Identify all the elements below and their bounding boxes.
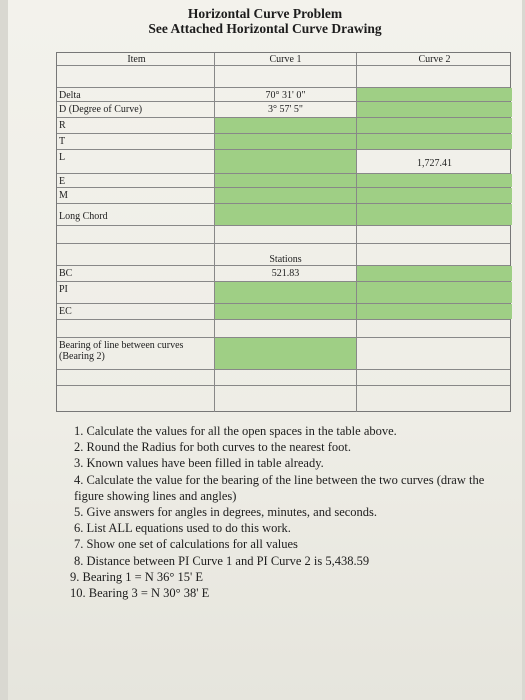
- row-curve2-value: [356, 304, 512, 319]
- instruction-item: 9. Bearing 1 = N 36° 15' E: [70, 569, 204, 584]
- row-curve1-value: [214, 320, 356, 337]
- row-curve2-value: [356, 188, 512, 203]
- table-row: [57, 303, 510, 319]
- row-curve1-value: [214, 188, 356, 203]
- row-curve1-value: 70° 31' 0": [214, 88, 356, 101]
- row-label: D (Degree of Curve): [59, 104, 143, 115]
- instruction-item: 2. Round the Radius for both curves to the nearest foot.: [74, 440, 352, 455]
- row-label: L: [59, 152, 66, 163]
- header-item: Item: [127, 54, 146, 65]
- table-blank-row: [57, 225, 510, 243]
- row-label: EC: [59, 306, 72, 317]
- stations-label: Stations: [214, 244, 356, 265]
- table-spacer-row: [57, 65, 510, 87]
- instruction-item: 7. Show one set of calculations for all values: [74, 537, 298, 552]
- row-curve1-value: 3° 57' 5": [214, 102, 356, 117]
- instruction-item: 4. Calculate the value for the bearing of the line between the two curves (draw the figure showing lines and angles): [74, 472, 485, 503]
- row-curve1-value: [214, 174, 356, 187]
- row-curve2-value: [356, 320, 512, 337]
- header-curve2: Curve 2: [356, 53, 512, 65]
- table-row: [57, 203, 510, 225]
- row-label: R: [59, 120, 66, 131]
- row-label: BC: [59, 268, 73, 279]
- row-curve1-value: 521.83: [214, 266, 356, 281]
- row-label: Delta: [59, 90, 81, 101]
- page-title: Horizontal Curve Problem: [187, 6, 343, 21]
- table-blank-row: [57, 369, 510, 385]
- row-label: Long Chord: [59, 211, 108, 222]
- row-curve2-value: [356, 174, 512, 187]
- table-row: [57, 265, 510, 281]
- row-curve2-value: [356, 102, 512, 117]
- header-curve1: Curve 1: [214, 53, 356, 65]
- table-blank-row: [57, 385, 510, 412]
- row-curve1-value: [214, 150, 356, 173]
- row-curve2-value: [356, 134, 512, 149]
- table-row: [57, 337, 510, 369]
- row-label: E: [59, 176, 66, 187]
- table-row: [57, 117, 510, 133]
- instruction-item: 6. List ALL equations used to do this work.: [74, 521, 291, 536]
- instruction-item: 10. Bearing 3 = N 30° 38' E: [70, 586, 210, 601]
- instruction-item: 1. Calculate the values for all the open spaces in the table above.: [74, 424, 397, 438]
- row-curve2-value: [356, 204, 512, 225]
- curve-table: [56, 52, 511, 412]
- row-label: [57, 320, 214, 337]
- table-row: [57, 101, 510, 117]
- row-curve2-value: [356, 244, 512, 265]
- row-curve2-value: [356, 266, 512, 281]
- row-curve1-value: [214, 204, 356, 225]
- row-curve1-value: [214, 304, 356, 319]
- row-curve2-value: 1,727.41: [356, 150, 512, 173]
- row-curve1-value: [214, 134, 356, 149]
- table-row: [57, 281, 510, 303]
- row-curve2-value: [356, 338, 512, 369]
- table-row: [57, 187, 510, 203]
- instruction-item: 8. Distance between PI Curve 1 and PI Curve 2 is 5,438.59: [74, 553, 370, 568]
- table-row: [57, 133, 510, 149]
- row-label: PI: [59, 284, 68, 295]
- instructions-list: [56, 423, 516, 601]
- page-subtitle: See Attached Horizontal Curve Drawing: [148, 21, 382, 36]
- page-title-block: [8, 6, 522, 36]
- row-curve2-value: [356, 118, 512, 133]
- row-label: M: [59, 190, 68, 201]
- row-label: Bearing of line between curves (Bearing 2): [59, 340, 184, 362]
- table-row: [57, 243, 510, 265]
- instruction-item: 5. Give answers for angles in degrees, minutes, and seconds.: [74, 505, 378, 520]
- table-header-row: [57, 53, 510, 65]
- row-curve1-value: [214, 338, 356, 369]
- table-row: [57, 173, 510, 187]
- row-curve1-value: [214, 282, 356, 303]
- paper-sheet: [8, 0, 522, 700]
- row-curve2-value: [356, 88, 512, 101]
- row-curve1-value: [214, 118, 356, 133]
- instruction-item: 3. Known values have been filled in table already.: [74, 456, 324, 471]
- table-blank-row: [57, 319, 510, 337]
- row-label: [57, 244, 214, 265]
- row-label: T: [59, 136, 66, 147]
- table-row: [57, 149, 510, 173]
- row-curve2-value: [356, 282, 512, 303]
- table-row: [57, 87, 510, 101]
